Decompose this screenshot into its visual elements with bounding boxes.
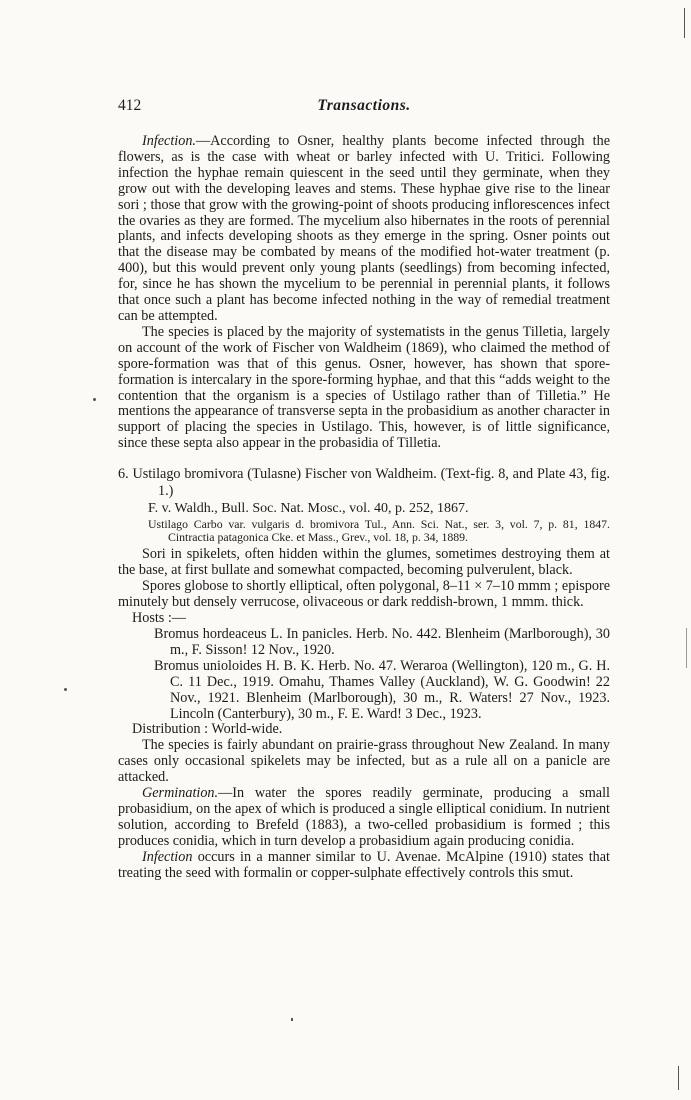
scan-mark-right-top — [684, 8, 685, 38]
scan-mark-right-mid — [686, 628, 687, 668]
page-body — [118, 134, 610, 881]
scan-speck-left — [93, 398, 96, 401]
page-number: 412 — [118, 97, 142, 114]
systematics-paragraph: The species is placed by the majority of systematists in the genus Tilletia, largely on account of the work of Fischer von Waldheim (1869), who claimed the method of spore-formation was that of this genus. Osner, however, has shown that spore-formation is intercalary in the spore-forming hyphae, and that this “adds weight to the contention that the organism is a species of Ustilago rather than of Tilletia.” He mentions the appearance of transverse septa in the probasidium as another character in support of placing the species in Ustilago. This, however, is of little significance, since these septa also appear in the probasidia of Tilletia. — [118, 323, 610, 452]
running-title: Transactions. — [317, 97, 411, 114]
germination-paragraph — [118, 786, 610, 850]
sori-description: Sori in spikelets, often hidden within the glumes, sometimes destroying them at the base, at first bullate and somewhat compacted, becoming pulverulent, black. — [118, 546, 610, 579]
infection-label: Infection. — [142, 133, 196, 149]
species-heading: 6. Ustilago bromivora (Tulasne) Fischer von Waldheim. (Text-fig. 8, and Plate 43, fig. 1.) — [118, 466, 610, 499]
infection-text: —According to Osner, healthy plants become infected through the flowers, as is the case with wheat or barley infected with U. Tritici. Following infection the hyphae remain quiescent in the seed until they germinate, when they grow out with the developing leaves and stems. These hyphae give rise to the linear sori ; those that grow with the growing-point of shoots producing inflorescences infect the ovaries as they are formed. The mycelium also hibernates in the roots of perennial plants, and infects developing shoots as they emerge in the spring. Osner points out that the disease may be combated by means of the modified hot-water treatment (p. 400), but this would prevent only young plants (seedlings) from becoming infected, for, since he has shown the mycelium to be perennial in perennial plants, it follows that once such a plant has become infected nothing in the way of remedial treatment can be attempted. — [118, 133, 610, 324]
hosts-label: Hosts :— — [132, 610, 186, 627]
germination-text: —In water the spores readily germinate, producing a small probasidium, on the apex of which is produced a single elliptical conidium. In nutrient solution, according to Brefeld (1883), a two-celled probasidium is formed ; this produces conidia, which in turn develop a probasidium again producing conidia. — [118, 785, 610, 849]
synonym-citations: Ustilago Carbo var. vulgaris d. bromivora Tul., Ann. Sci. Nat., ser. 3, vol. 7, p. 81, 1847. Cintractia patagonica Cke. et Mass., Grev., vol. 18, p. 34, 1889. — [148, 517, 610, 545]
scan-speck-bottom — [291, 1018, 293, 1021]
infection-paragraph — [118, 134, 610, 325]
spore-description: Spores globose to shortly elliptical, often polygonal, 8–11 × 7–10 mmm ; epispore minutely but densely verrucose, olivaceous or dark reddish-brown, 1 mmm. thick. — [118, 578, 610, 611]
host-entry-1: Bromus hordeaceus L. In panicles. Herb. No. 442. Blenheim (Marlborough), 30 m., F. Sisson! 12 Nov., 1920. — [154, 625, 610, 658]
infection2-label: Infection — [142, 848, 193, 865]
host-entry-2: Bromus unioloides H. B. K. Herb. No. 47. Weraroa (Wellington), 120 m., G. H. C. 11 Dec., 1919. Omahu, Thames Valley (Auckland), W. G. Goodwin! 22 Nov., 1921. Blenheim (Marlborough), 30 m., R. Waters! 27 Nov., 1923. Lincoln (Canterbury), 30 m., F. E. Ward! 3 Dec., 1923. — [154, 657, 610, 722]
scan-mark-right-bottom — [678, 1066, 679, 1090]
infection2-paragraph — [118, 850, 610, 882]
scan-speck-left-2 — [64, 688, 67, 691]
distribution: Distribution : World-wide. — [132, 721, 283, 738]
abundance-paragraph: The species is fairly abundant on prairie-grass throughout New Zealand. In many cases only occasional spikelets may be infected, but as a rule all on a panicle are attacked. — [118, 737, 610, 786]
infection2-text: occurs in a manner similar to U. Avenae. McAlpine (1910) states that treating the seed with formalin or copper-sulphate effectively controls this smut. — [118, 848, 610, 881]
page-header — [118, 97, 610, 117]
primary-citation: F. v. Waldh., Bull. Soc. Nat. Mosc., vol. 40, p. 252, 1867. — [148, 501, 469, 517]
germination-label: Germination. — [142, 785, 219, 802]
